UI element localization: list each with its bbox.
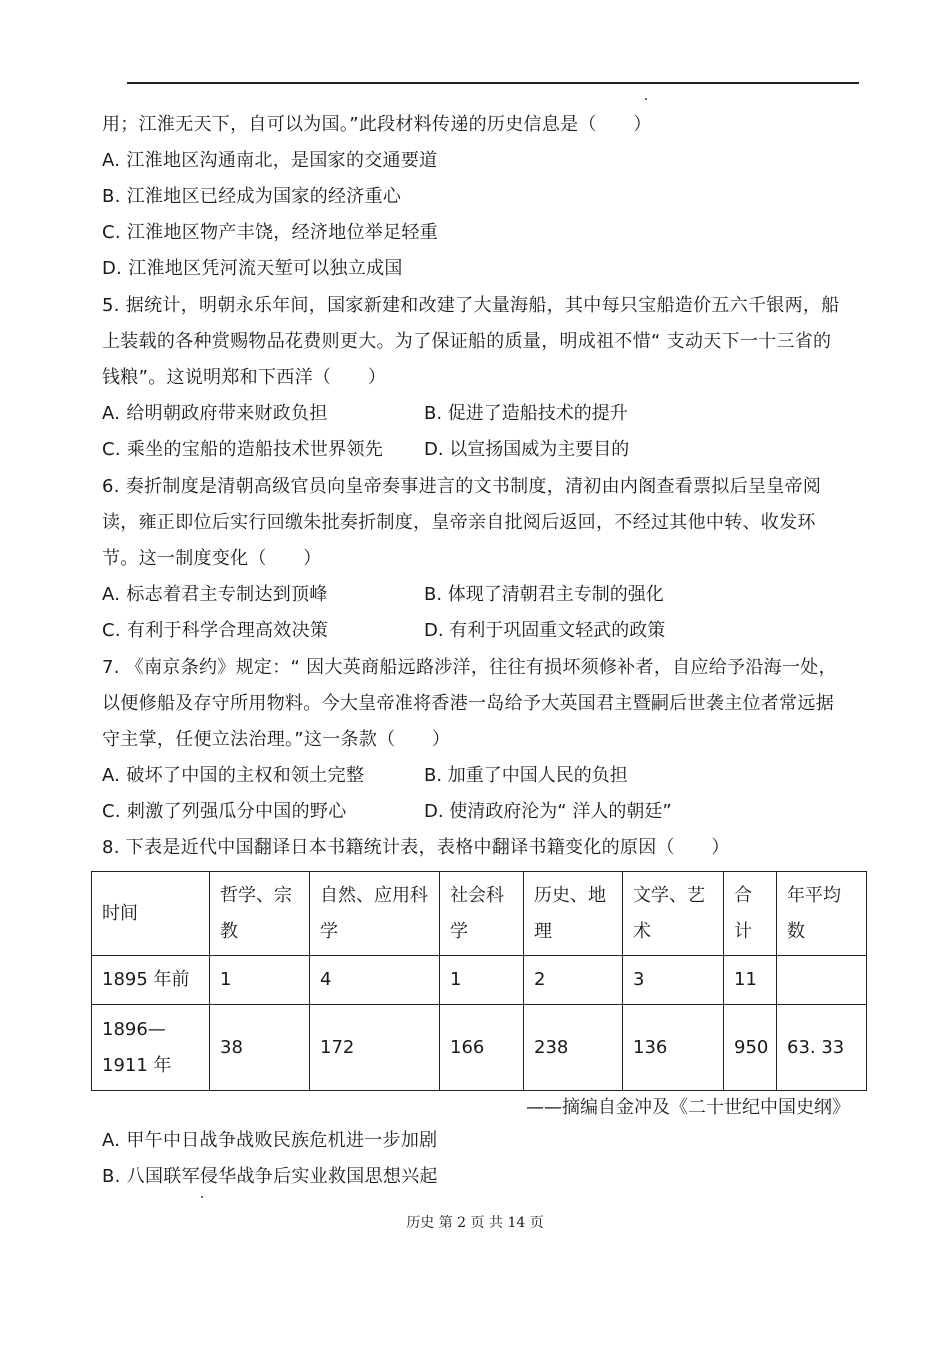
translation-stats-table	[91, 871, 867, 1091]
q8-option-a: A. 甲午中日战争战败民族危机进一步加剧	[102, 1130, 438, 1151]
scan-dot	[201, 1196, 203, 1198]
q7-option-c: C. 刺激了列强瓜分中国的野心	[102, 801, 347, 822]
table-cell: 1	[210, 956, 310, 1005]
q8-option-b: B. 八国联军侵华战争后实业救国思想兴起	[102, 1166, 438, 1187]
scan-dot	[645, 98, 647, 100]
q6-option-a: A. 标志着君主专制达到顶峰	[102, 584, 328, 605]
table-cell: 238	[524, 1005, 623, 1091]
table-header-cell: 历史、地理	[524, 872, 623, 956]
q7-stem-line-2: 以便修船及存守所用物料。今大皇帝准将香港一岛给予大英国君主暨嗣后世袭主位者常远据	[102, 693, 834, 714]
table-row	[92, 956, 867, 1005]
q4-option-b: B. 江淮地区已经成为国家的经济重心	[102, 186, 402, 207]
q4-option-c: C. 江淮地区物产丰饶，经济地位举足轻重	[102, 222, 439, 243]
q6-option-b: B. 体现了清朝君主专制的强化	[424, 584, 664, 605]
table-header-cell: 合计	[724, 872, 777, 956]
table-cell: 1895 年前	[92, 956, 210, 1005]
q6-option-c: C. 有利于科学合理高效决策	[102, 620, 329, 641]
q6-stem-line-2: 读，雍正即位后实行回缴朱批奏折制度，皇帝亲自批阅后返回，不经过其他中转、收发环	[102, 512, 816, 533]
table-header-cell: 时间	[92, 872, 210, 956]
table-header-cell: 年平均数	[777, 872, 867, 956]
q6-stem-line-1: 6. 奏折制度是清朝高级官员向皇帝奏事进言的文书制度，清初由内阁查看票拟后呈皇帝阅	[102, 476, 822, 497]
q5-option-c: C. 乘坐的宝船的造船技术世界领先	[102, 439, 384, 460]
q7-option-a: A. 破坏了中国的主权和领土完整	[102, 765, 365, 786]
table-cell: 1	[440, 956, 524, 1005]
q7-option-d: D. 使清政府沦为“ 洋人的朝廷”	[424, 801, 672, 822]
table-cell: 2	[524, 956, 623, 1005]
table-cell: 1896—1911 年	[92, 1005, 210, 1091]
table-header-row	[92, 872, 867, 956]
q4-option-a: A. 江淮地区沟通南北，是国家的交通要道	[102, 150, 438, 171]
page-footer: 历史 第 2 页 共 14 页	[406, 1215, 544, 1231]
table-header-cell: 自然、应用科学	[310, 872, 440, 956]
table-header-cell: 哲学、宗教	[210, 872, 310, 956]
q7-stem-line-1: 7. 《南京条约》规定：“ 因大英商船远路涉洋，往往有损坏须修补者，自应给予沿海一处，	[102, 657, 837, 678]
q5-stem-line-2: 上装载的各种赏赐物品花费则更大。为了保证船的质量，明成祖不惜“ 支动天下一十三省的	[102, 331, 832, 352]
q8-stem: 8. 下表是近代中国翻译日本书籍统计表，表格中翻译书籍变化的原因（ ）	[102, 837, 730, 858]
q5-option-d: D. 以宣扬国威为主要目的	[424, 439, 630, 460]
table-header-cell: 文学、艺术	[623, 872, 724, 956]
table-row	[92, 1005, 867, 1091]
question-4-stem-end: 用；江淮无天下，自可以为国。”此段材料传递的历史信息是（ ）	[102, 114, 652, 135]
q6-stem-line-3: 节。这一制度变化（ ）	[102, 548, 322, 569]
table-cell: 136	[623, 1005, 724, 1091]
q5-stem-line-1: 5. 据统计，明朝永乐年间，国家新建和改建了大量海船，其中每只宝船造价五六千银两，船	[102, 295, 840, 316]
table-cell: 950	[724, 1005, 777, 1091]
q7-option-b: B. 加重了中国人民的负担	[424, 765, 628, 786]
table-cell: 166	[440, 1005, 524, 1091]
table-cell: 4	[310, 956, 440, 1005]
q5-stem-line-3: 钱粮”。这说明郑和下西洋（ ）	[102, 367, 387, 388]
table-cell: 38	[210, 1005, 310, 1091]
table-cell	[777, 956, 867, 1005]
q5-option-b: B. 促进了造船技术的提升	[424, 403, 628, 424]
q7-stem-line-3: 守主掌，任便立法治理。”这一条款（ ）	[102, 729, 451, 750]
q6-option-d: D. 有利于巩固重文轻武的政策	[424, 620, 666, 641]
table-cell: 172	[310, 1005, 440, 1091]
table-cell: 11	[724, 956, 777, 1005]
table-source: ——摘编自金冲及《二十世纪中国史纲》	[526, 1097, 850, 1118]
table-cell: 63. 33	[777, 1005, 867, 1091]
header-rule	[127, 82, 859, 84]
q4-option-d: D. 江淮地区凭河流天堑可以独立成国	[102, 258, 403, 279]
table-cell: 3	[623, 956, 724, 1005]
table-header-cell: 社会科学	[440, 872, 524, 956]
q5-option-a: A. 给明朝政府带来财政负担	[102, 403, 328, 424]
